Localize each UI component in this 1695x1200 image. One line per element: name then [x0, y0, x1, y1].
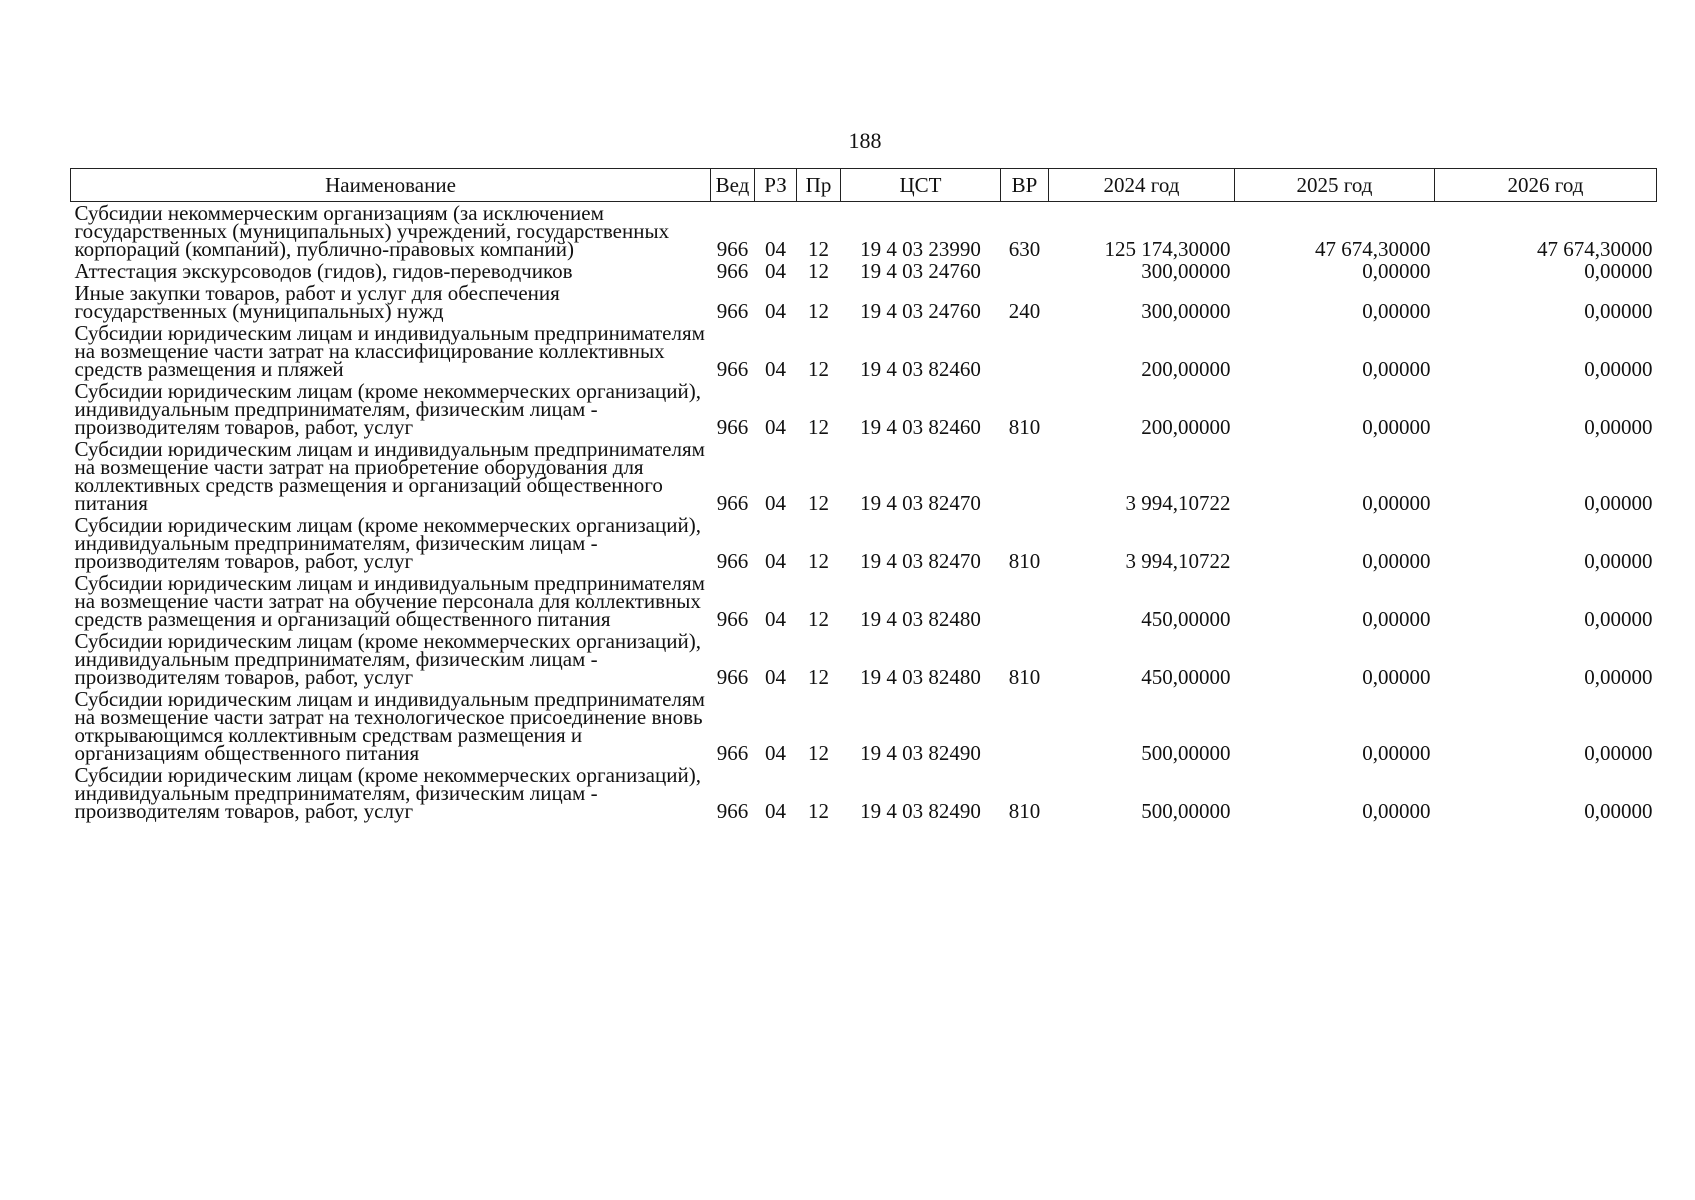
row-cst: 19 4 03 24760: [860, 259, 981, 283]
row-cst: 19 4 03 82460: [860, 415, 981, 439]
header-name: Наименование: [71, 169, 711, 202]
row-2026: 0,00000: [1584, 259, 1653, 283]
row-name: Иные закупки товаров, работ и услуг для обеспечения государственных (муниципальных) нужд: [74, 281, 560, 323]
row-2025: 0,00000: [1362, 259, 1431, 283]
row-2024: 300,00000: [1141, 259, 1231, 283]
table-row: [71, 282, 1657, 322]
row-cst: 19 4 03 23990: [860, 237, 981, 261]
table-row: [71, 380, 1657, 438]
row-2026: 0,00000: [1584, 607, 1653, 631]
row-cst: 19 4 03 82470: [860, 491, 981, 515]
row-name: Субсидии юридическим лицам и индивидуальным предпринимателям на возмещение части затрат на классифицирование коллективных средств размещения и пляжей: [74, 321, 705, 381]
row-rz: 04: [765, 665, 786, 689]
row-rz: 04: [765, 237, 786, 261]
row-rz: 04: [765, 259, 786, 283]
row-2024: 450,00000: [1141, 607, 1231, 631]
row-2024: 500,00000: [1141, 741, 1231, 765]
row-vr: [1001, 260, 1049, 282]
row-2025: 0,00000: [1362, 799, 1431, 823]
table-row: [71, 514, 1657, 572]
row-vr: [1001, 572, 1049, 630]
row-rz: 04: [765, 415, 786, 439]
row-2025: 0,00000: [1362, 607, 1431, 631]
row-2024: 3 994,10722: [1125, 549, 1231, 573]
row-vr: 810: [1008, 665, 1041, 689]
row-pr: 12: [808, 549, 829, 573]
table-row: [71, 688, 1657, 764]
row-2024: 300,00000: [1141, 299, 1231, 323]
row-rz: 04: [765, 357, 786, 381]
row-pr: 12: [808, 607, 829, 631]
row-2025: 0,00000: [1362, 357, 1431, 381]
row-vr: 810: [1008, 415, 1041, 439]
row-2024: 125 174,30000: [1104, 237, 1231, 261]
row-ved: 966: [716, 237, 749, 261]
row-2025: 47 674,30000: [1315, 237, 1431, 261]
row-2024: 3 994,10722: [1125, 491, 1231, 515]
row-vr: 810: [1008, 799, 1041, 823]
table-header-row: [71, 169, 1657, 202]
row-2026: 47 674,30000: [1537, 237, 1653, 261]
row-rz: 04: [765, 741, 786, 765]
header-pr: Пр: [797, 169, 841, 202]
row-ved: 966: [716, 549, 749, 573]
row-rz: 04: [765, 799, 786, 823]
row-rz: 04: [765, 549, 786, 573]
row-name: Субсидии юридическим лицам (кроме некоммерческих организаций), индивидуальным предпринимателям, физическим лицам - производителям товаров, работ, услуг: [74, 513, 701, 573]
row-pr: 12: [808, 237, 829, 261]
row-2026: 0,00000: [1584, 799, 1653, 823]
row-vr: 240: [1008, 299, 1041, 323]
header-cst: ЦСТ: [841, 169, 1001, 202]
row-pr: 12: [808, 357, 829, 381]
row-pr: 12: [808, 299, 829, 323]
row-pr: 12: [808, 741, 829, 765]
row-rz: 04: [765, 607, 786, 631]
row-cst: 19 4 03 82460: [860, 357, 981, 381]
row-2024: 450,00000: [1141, 665, 1231, 689]
row-ved: 966: [716, 491, 749, 515]
row-ved: 966: [716, 259, 749, 283]
row-ved: 966: [716, 607, 749, 631]
row-pr: 12: [808, 799, 829, 823]
header-vr: ВР: [1001, 169, 1049, 202]
row-2026: 0,00000: [1584, 415, 1653, 439]
row-2026: 0,00000: [1584, 549, 1653, 573]
row-ved: 966: [716, 415, 749, 439]
row-name: Субсидии некоммерческим организациям (за исключением государственных (муниципальных) учреждений, государственных корпораций (компаний), публично-правовых компаний): [74, 201, 670, 261]
row-pr: 12: [808, 665, 829, 689]
row-2025: 0,00000: [1362, 299, 1431, 323]
row-name: Субсидии юридическим лицам (кроме некоммерческих организаций), индивидуальным предпринимателям, физическим лицам - производителям товаров, работ, услуг: [74, 763, 701, 823]
row-name: Аттестация экскурсоводов (гидов), гидов-переводчиков: [74, 259, 573, 283]
row-vr: [1001, 322, 1049, 380]
row-rz: 04: [765, 491, 786, 515]
row-cst: 19 4 03 82480: [860, 607, 981, 631]
row-rz: 04: [765, 299, 786, 323]
table-row: [71, 438, 1657, 514]
row-name: Субсидии юридическим лицам (кроме некоммерческих организаций), индивидуальным предпринимателям, физическим лицам - производителям товаров, работ, услуг: [74, 379, 701, 439]
row-2025: 0,00000: [1362, 665, 1431, 689]
row-2026: 0,00000: [1584, 741, 1653, 765]
header-2025: 2025 год: [1235, 169, 1435, 202]
row-name: Субсидии юридическим лицам (кроме некоммерческих организаций), индивидуальным предпринимателям, физическим лицам - производителям товаров, работ, услуг: [74, 629, 701, 689]
budget-table: [70, 168, 1657, 822]
row-2025: 0,00000: [1362, 549, 1431, 573]
row-2024: 200,00000: [1141, 357, 1231, 381]
table-row: [71, 260, 1657, 282]
row-2026: 0,00000: [1584, 491, 1653, 515]
row-cst: 19 4 03 82470: [860, 549, 981, 573]
row-pr: 12: [808, 491, 829, 515]
row-ved: 966: [716, 799, 749, 823]
row-cst: 19 4 03 24760: [860, 299, 981, 323]
header-rz: РЗ: [755, 169, 797, 202]
row-cst: 19 4 03 82480: [860, 665, 981, 689]
row-ved: 966: [716, 665, 749, 689]
row-vr: [1001, 438, 1049, 514]
row-vr: [1001, 688, 1049, 764]
row-pr: 12: [808, 259, 829, 283]
row-2025: 0,00000: [1362, 741, 1431, 765]
table-row: [71, 630, 1657, 688]
header-2026: 2026 год: [1435, 169, 1657, 202]
row-cst: 19 4 03 82490: [860, 741, 981, 765]
row-pr: 12: [808, 415, 829, 439]
table-row: [71, 322, 1657, 380]
row-name: Субсидии юридическим лицам и индивидуальным предпринимателям на возмещение части затрат на обучение персонала для коллективных средств размещения и организаций общественного питания: [74, 571, 705, 631]
row-ved: 966: [716, 741, 749, 765]
row-2024: 200,00000: [1141, 415, 1231, 439]
row-2024: 500,00000: [1141, 799, 1231, 823]
row-cst: 19 4 03 82490: [860, 799, 981, 823]
table-row: [71, 202, 1657, 261]
table-row: [71, 572, 1657, 630]
row-ved: 966: [716, 357, 749, 381]
header-ved: Вед: [711, 169, 755, 202]
row-ved: 966: [716, 299, 749, 323]
row-name: Субсидии юридическим лицам и индивидуальным предпринимателям на возмещение части затрат на технологическое присоединение вновь открывающимся коллективным средствам размещения и организациям общественного питания: [74, 687, 705, 765]
row-2026: 0,00000: [1584, 665, 1653, 689]
row-2025: 0,00000: [1362, 415, 1431, 439]
table-row: [71, 764, 1657, 822]
row-2026: 0,00000: [1584, 357, 1653, 381]
header-2024: 2024 год: [1049, 169, 1235, 202]
page-number: 188: [848, 128, 882, 153]
row-vr: 810: [1008, 549, 1041, 573]
row-2026: 0,00000: [1584, 299, 1653, 323]
row-vr: 630: [1008, 237, 1041, 261]
row-2025: 0,00000: [1362, 491, 1431, 515]
row-name: Субсидии юридическим лицам и индивидуальным предпринимателям на возмещение части затрат на приобретение оборудования для коллективных средств размещения и организаций общественного питания: [74, 437, 705, 515]
